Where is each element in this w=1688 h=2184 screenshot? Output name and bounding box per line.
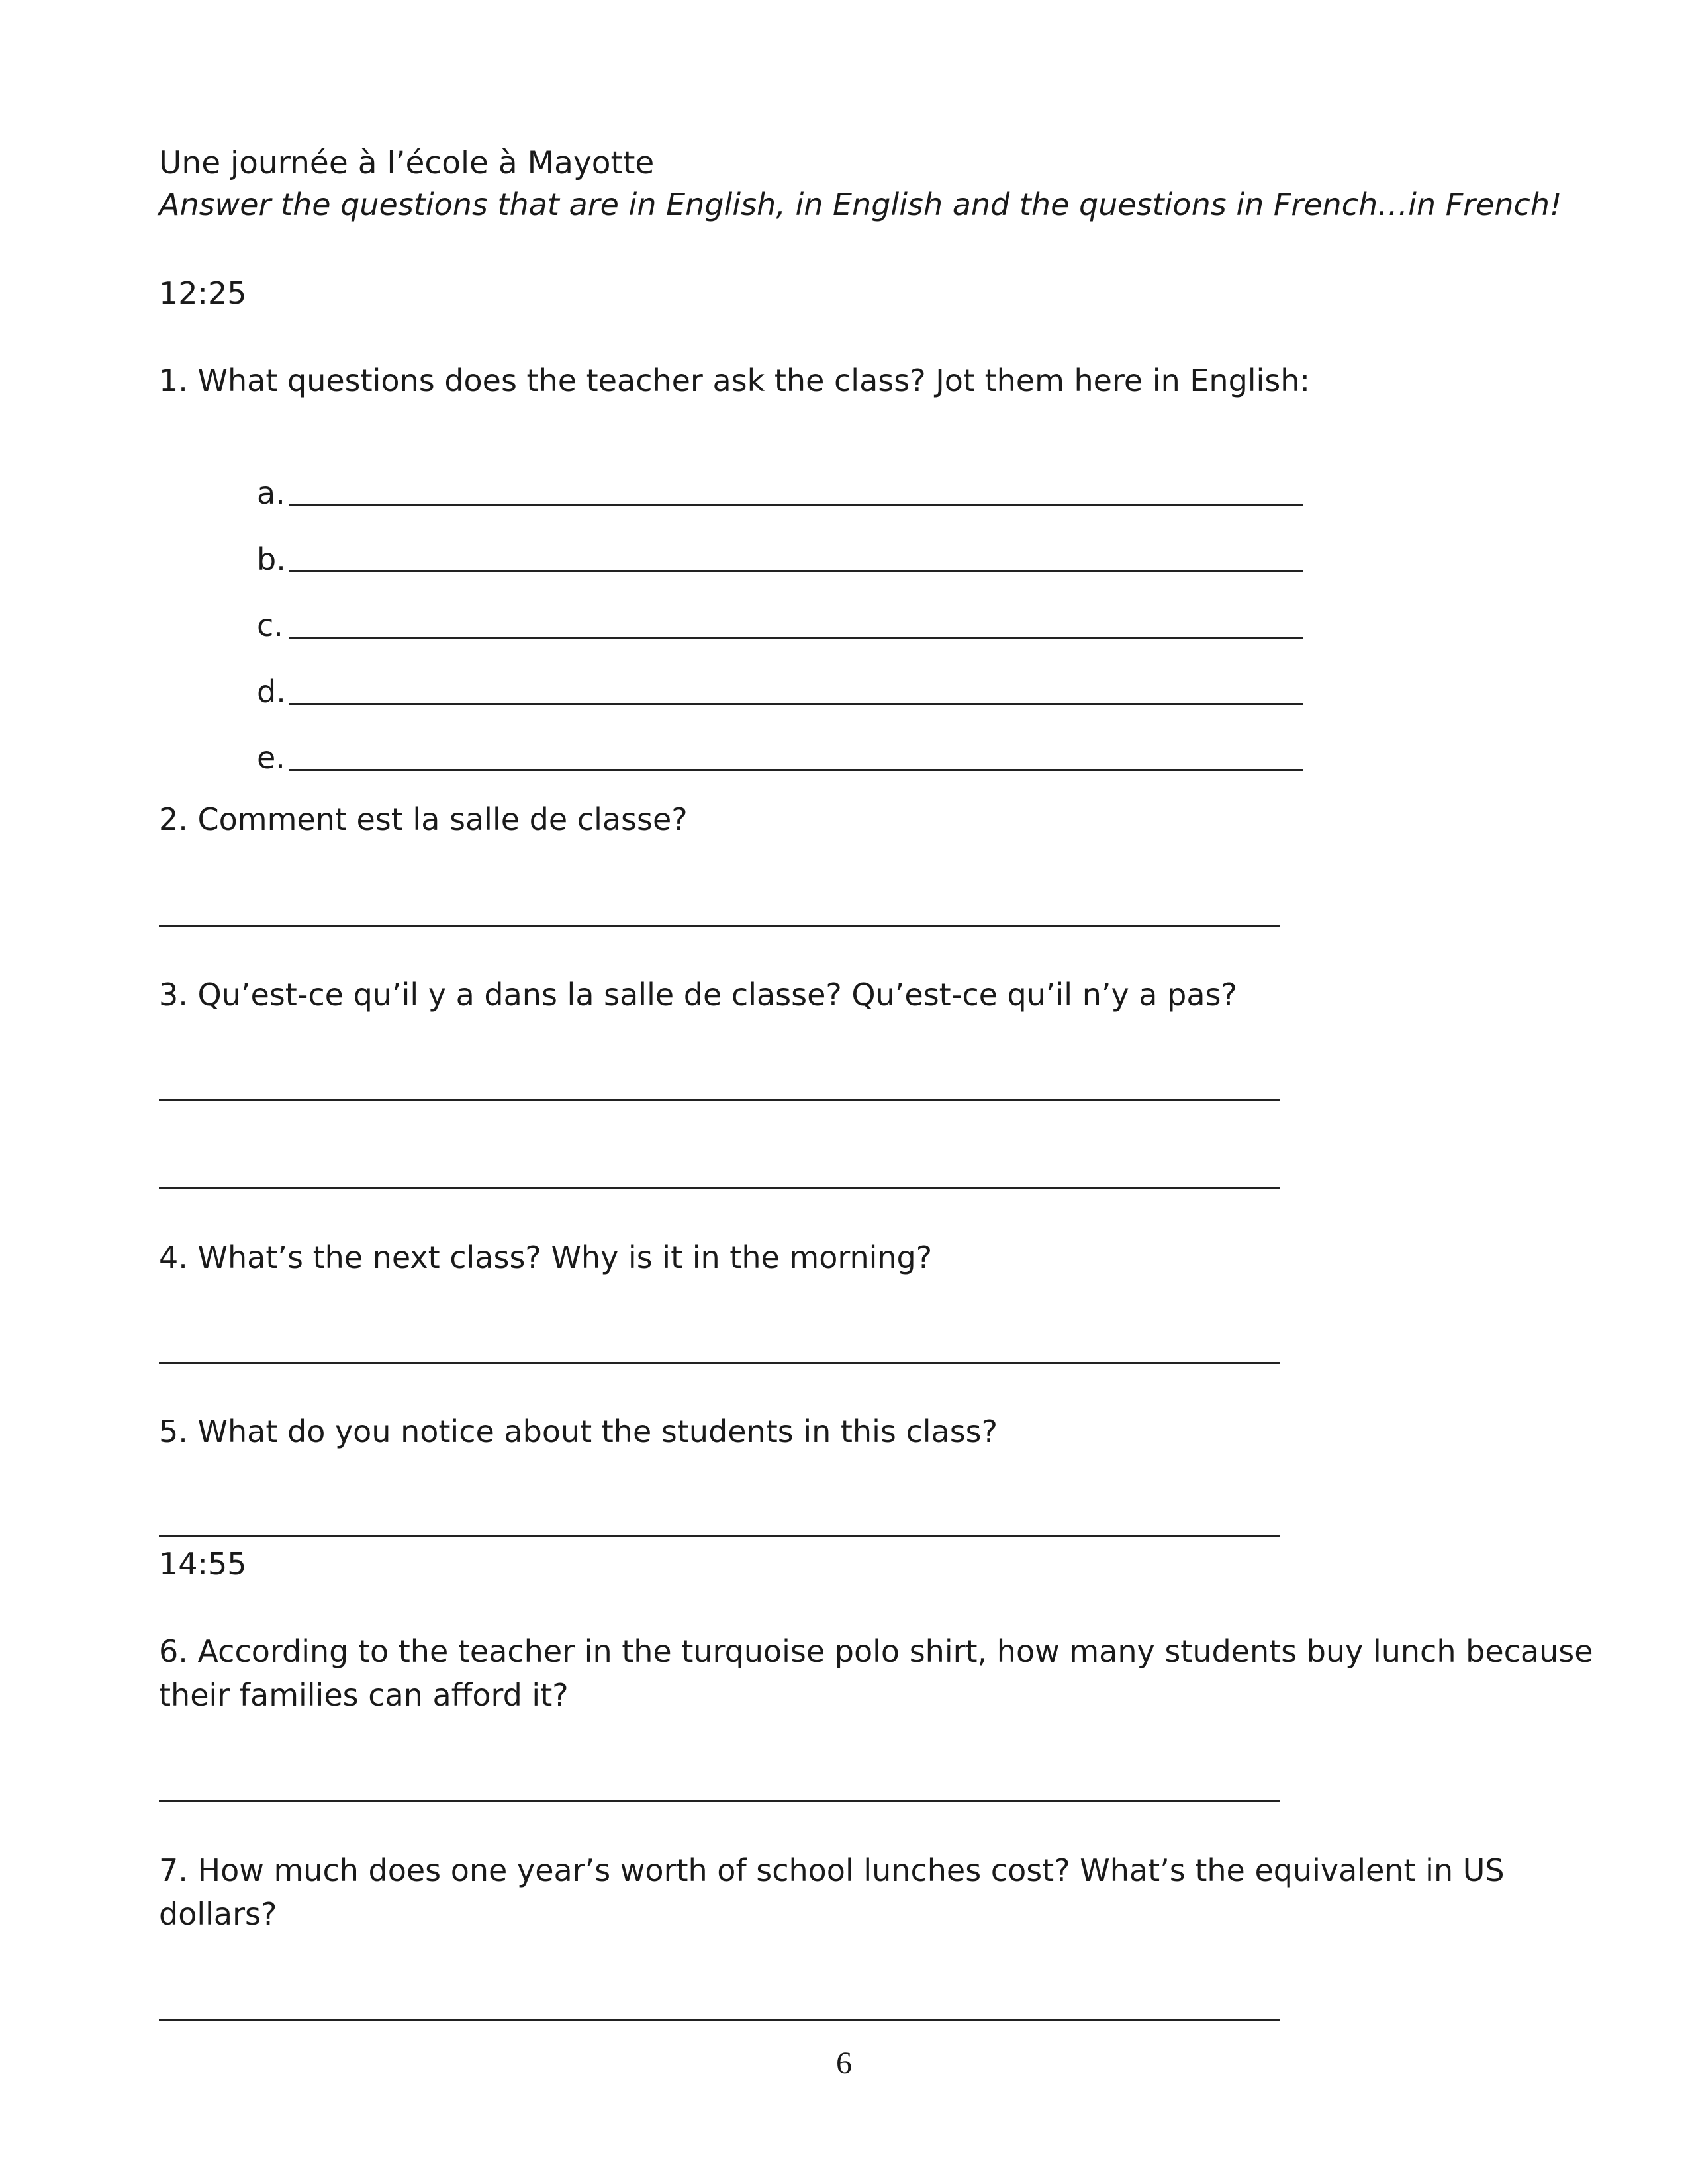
question-7-text-line2: dollars? <box>159 1896 277 1932</box>
timestamp: 14:55 <box>159 1546 247 1582</box>
question-4-text: 4. What’s the next class? Why is it in the morning? <box>159 1240 933 1275</box>
answer-line-5[interactable] <box>159 1535 1280 1537</box>
answer-line-6[interactable] <box>159 1800 1280 1802</box>
answer-line-3b[interactable] <box>159 1187 1280 1189</box>
page-title: Une journée à l’école à Mayotte <box>159 145 655 181</box>
page-number: 6 <box>836 2046 852 2081</box>
question-3-text: 3. Qu’est-ce qu’il y a dans la salle de classe? Qu’est-ce qu’il n’y a pas? <box>159 977 1237 1013</box>
question-1-label-d: d. <box>257 674 286 709</box>
timestamp: 12:25 <box>159 275 247 311</box>
question-5-text: 5. What do you notice about the students in this class? <box>159 1414 998 1449</box>
answer-line-1e[interactable] <box>289 769 1303 771</box>
answer-line-7[interactable] <box>159 2019 1280 2021</box>
answer-line-2[interactable] <box>159 925 1280 927</box>
answer-line-1c[interactable] <box>289 637 1303 639</box>
answer-line-4[interactable] <box>159 1362 1280 1364</box>
question-7-text-line1: 7. How much does one year’s worth of school lunches cost? What’s the equivalent in US <box>159 1852 1505 1888</box>
question-1-label-e: e. <box>257 740 285 776</box>
question-1-label-a: a. <box>257 475 285 511</box>
question-6-text-line2: their families can afford it? <box>159 1677 569 1713</box>
question-1-label-c: c. <box>257 608 283 643</box>
answer-line-1d[interactable] <box>289 703 1303 705</box>
question-2-text: 2. Comment est la salle de classe? <box>159 801 688 837</box>
answer-line-1b[interactable] <box>289 570 1303 572</box>
question-6-text-line1: 6. According to the teacher in the turquoise polo shirt, how many students buy lunch because <box>159 1633 1593 1669</box>
instructions: Answer the questions that are in English, in English and the questions in French…in French! <box>159 187 1562 222</box>
answer-line-1a[interactable] <box>289 504 1303 506</box>
question-1-label-b: b. <box>257 541 286 577</box>
question-1-text: 1. What questions does the teacher ask the class? Jot them here in English: <box>159 363 1310 398</box>
answer-line-3a[interactable] <box>159 1099 1280 1101</box>
